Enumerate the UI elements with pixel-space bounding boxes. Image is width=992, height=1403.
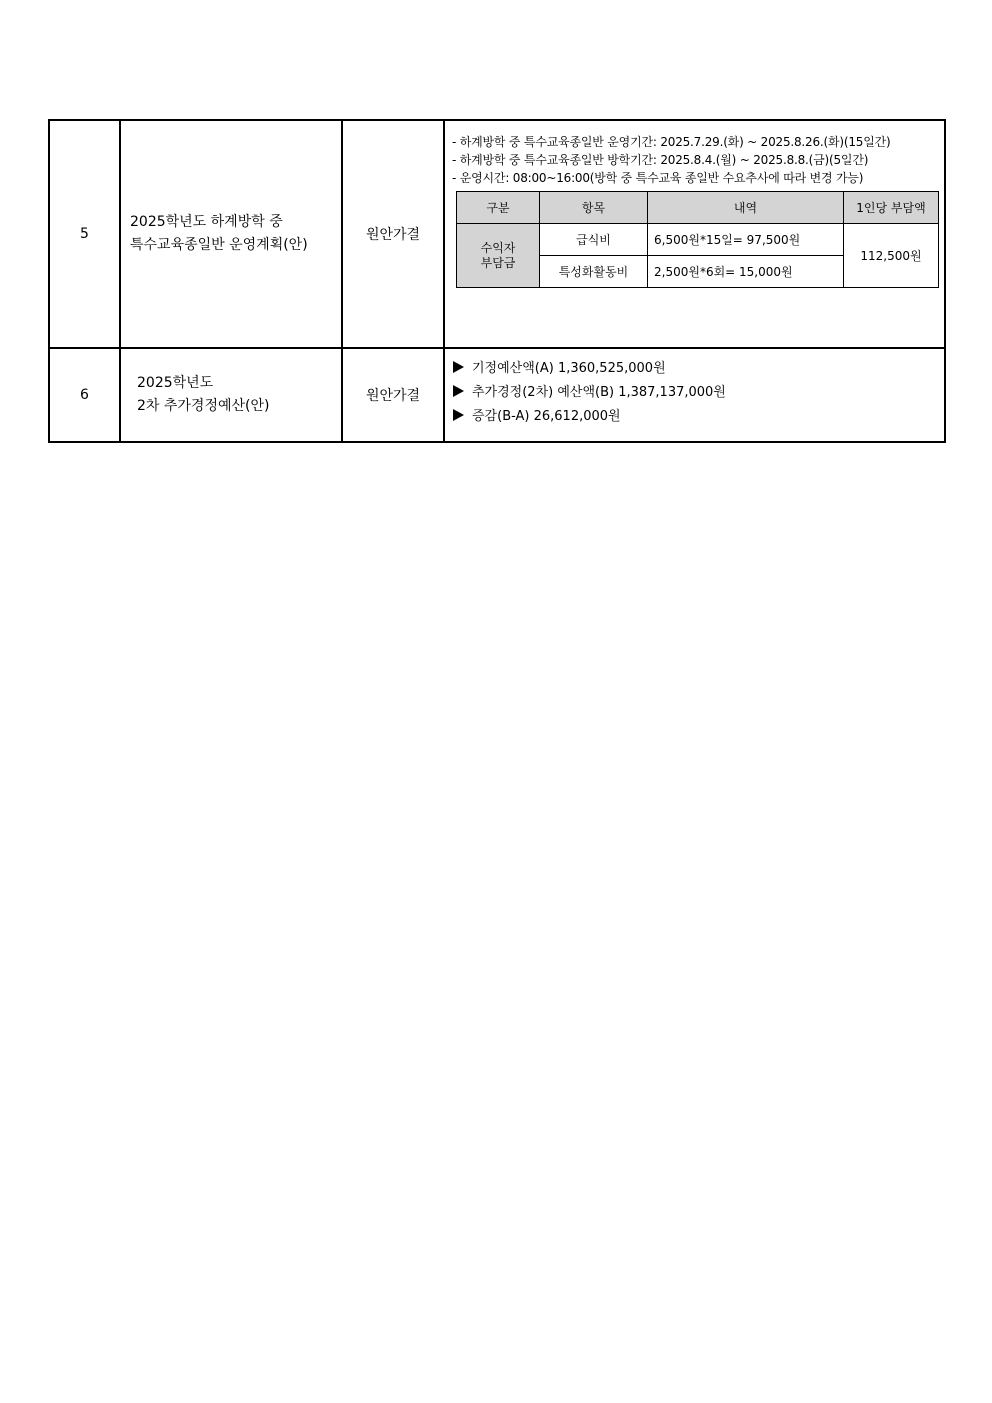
info-line: - 하계방학 중 특수교육종일반 방학기간: 2025.8.4.(월) ~ 2025.8.8.(금)(5일간) — [452, 153, 869, 167]
row-number: 6 — [49, 348, 120, 442]
agenda-title-line: 특수교육종일반 운영계획(안) — [130, 237, 308, 253]
triangle-right-icon — [453, 385, 464, 397]
agenda-row-5 — [49, 120, 945, 348]
cost-category — [457, 224, 540, 288]
agenda-table — [48, 119, 946, 443]
agenda-row-6 — [49, 348, 945, 442]
agenda-title-line: 2차 추가경정예산(안) — [137, 398, 270, 414]
budget-line — [453, 405, 938, 429]
budget-text: 증감(B-A) 26,612,000원 — [472, 409, 621, 424]
cost-item: 급식비 — [540, 224, 648, 256]
budget-text: 기정예산액(A) 1,360,525,000원 — [472, 361, 666, 376]
cost-table — [456, 191, 939, 288]
row-number: 5 — [49, 120, 120, 348]
header-category: 구분 — [457, 192, 540, 224]
budget-line — [453, 381, 938, 405]
cost-detail: 2,500원*6회= 15,000원 — [648, 256, 844, 288]
info-line: - 하계방학 중 특수교육종일반 운영기간: 2025.7.29.(화) ~ 2025.8.26.(화)(15일간) — [452, 135, 891, 149]
cost-item: 특성화활동비 — [540, 256, 648, 288]
cost-category-text: 수익자 부담금 — [480, 240, 516, 270]
agenda-title-line: 2025학년도 하계방학 중 — [130, 214, 283, 230]
agenda-result: 원안가결 — [342, 348, 444, 442]
header-per-person: 1인당 부담액 — [844, 192, 939, 224]
info-line: - 운영시간: 08:00~16:00(방학 중 특수교육 종일반 수요추사에 따라 변경 가능) — [452, 171, 864, 185]
budget-text: 추가경정(2차) 예산액(B) 1,387,137,000원 — [472, 385, 726, 400]
triangle-right-icon — [453, 361, 464, 373]
budget-line — [453, 357, 938, 381]
cost-table-header — [457, 192, 939, 224]
agenda-result: 원안가결 — [342, 120, 444, 348]
triangle-right-icon — [453, 409, 464, 421]
agenda-details — [444, 120, 945, 348]
cost-row — [457, 224, 939, 256]
header-detail: 내역 — [648, 192, 844, 224]
cost-detail: 6,500원*15일= 97,500원 — [648, 224, 844, 256]
agenda-title — [120, 348, 342, 442]
agenda-title-line: 2025학년도 — [137, 375, 214, 391]
header-item: 항목 — [540, 192, 648, 224]
cost-per-person: 112,500원 — [844, 224, 939, 288]
agenda-title — [120, 120, 342, 348]
budget-summary — [444, 348, 945, 442]
